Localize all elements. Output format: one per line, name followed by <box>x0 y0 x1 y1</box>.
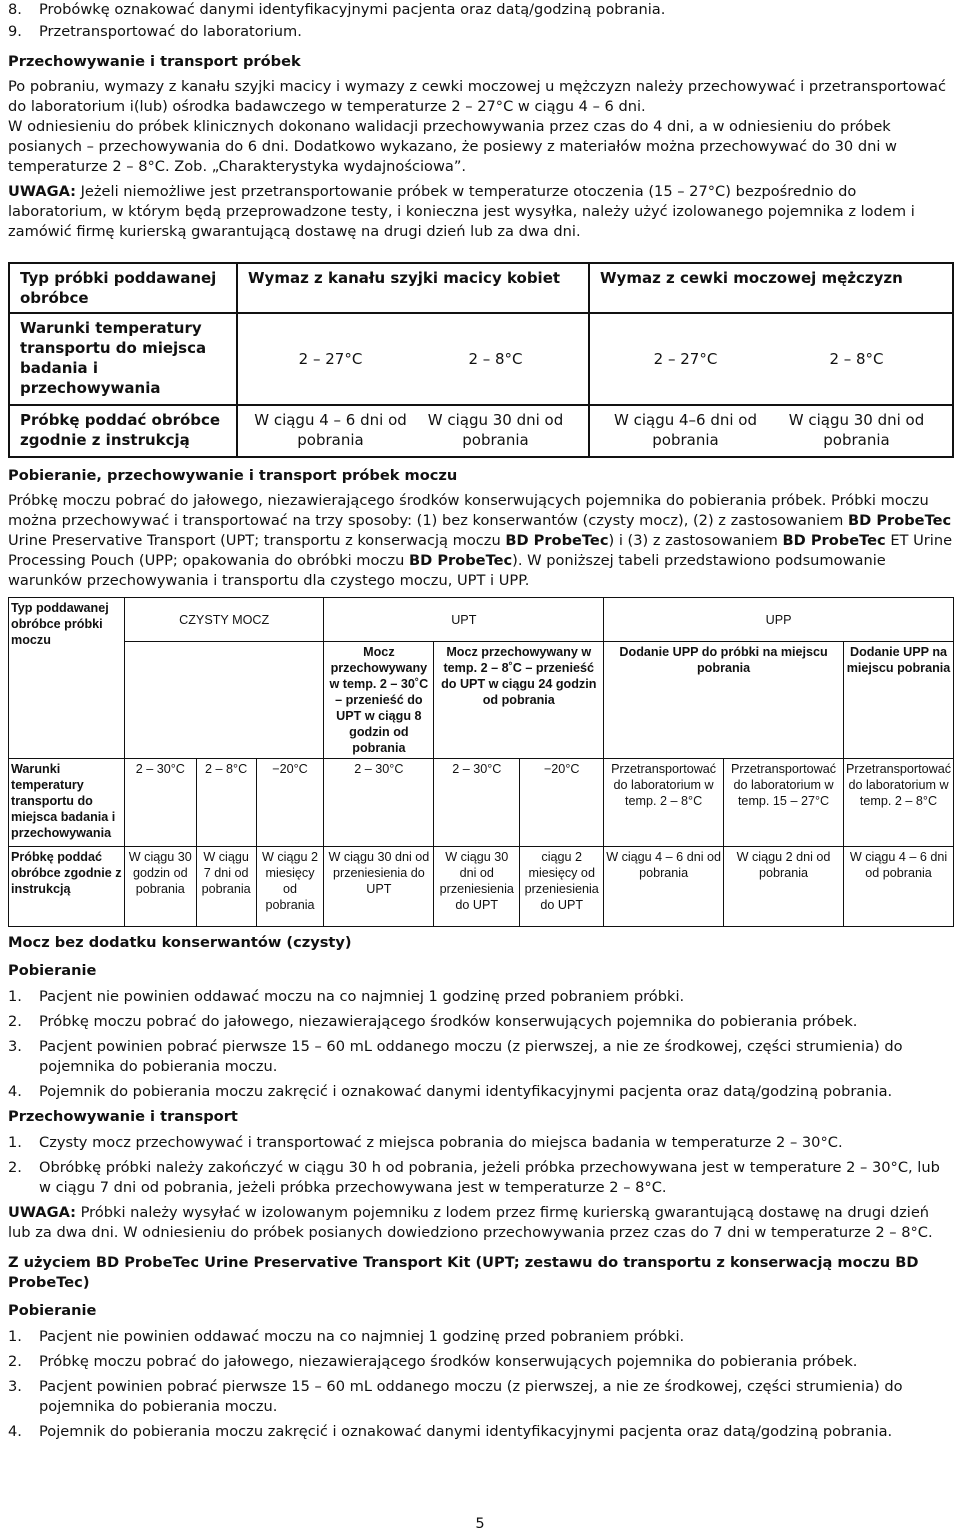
document-page <box>8 0 954 1447</box>
table-cell: W ciągu 2 dni od pobrania <box>724 847 844 927</box>
table-cell: CZYSTY MOCZ <box>124 598 324 642</box>
table-cell: Przetransportować do laboratorium w temp. 2 – 8°C <box>844 759 954 847</box>
list-item: 9. Przetransportować do laboratorium. <box>8 23 302 40</box>
list-item: 1. Czysty mocz przechowywać i transportować z miejsca pobrania do miejsca badania w temperaturze 2 – 30°C. <box>8 1134 843 1151</box>
list-item: 2. Próbkę moczu pobrać do jałowego, niezawierającego środków konserwujących pojemnika do pobierania próbek. <box>8 1353 858 1370</box>
list-item: 2. Obróbkę próbki należy zakończyć w ciągu 30 h od pobrania, jeżeli próbka przechowywana jest w temperature 2 – 30°C, lub w ciągu 7 dni od pobrania, jeżeli próbka przechowywana jest w temperaturze 2 – 8°C. <box>8 1159 940 1196</box>
table-cell: 2 – 30°C <box>324 759 434 847</box>
upt-collection-steps-list <box>8 1327 954 1442</box>
note-label: UWAGA: <box>8 183 76 200</box>
section-heading: Z użyciem BD ProbeTec Urine Preservative Transport Kit (UPT; zestawu do transportu z konserwacją moczu BD ProbeTec) <box>8 1254 919 1291</box>
table-cell: Przetransportować do laboratorium w temp. 15 – 27°C <box>724 759 844 847</box>
swab-storage-table <box>8 262 954 458</box>
table-cell: UPP <box>604 598 954 642</box>
table-cell: Mocz przechowywany w temp. 2 – 8˚C – przenieść do UPT w ciągu 24 godzin od pobrania <box>434 642 604 759</box>
list-item: 1. Pacjent nie powinien oddawać moczu na co najmniej 1 godzinę przed pobraniem próbki. <box>8 1328 685 1345</box>
table-cell: Mocz przechowywany w temp. 2 – 30˚C – przenieść do UPT w ciągu 8 godzin od pobrania <box>324 642 434 759</box>
table-cell: 2 – 30°C <box>434 759 520 847</box>
table-cell: Warunki temperatury transportu do miejsca badania i przechowywania <box>9 313 237 405</box>
list-item: 3. Pacjent powinien pobrać pierwsze 15 – 60 mL oddanego moczu (z pierwszej, a nie ze środkowej, części strumienia) do pojemnika do pobierania moczu. <box>8 1378 903 1415</box>
list-item: 3. Pacjent powinien pobrać pierwsze 15 – 60 mL oddanego moczu (z pierwszej, a nie ze środkowej, części strumienia) do pojemnika do pobierania moczu. <box>8 1038 903 1075</box>
subsection-heading: Przechowywanie i transport <box>8 1108 238 1125</box>
urine-storage-table <box>8 597 954 927</box>
paragraph: W odniesieniu do próbek klinicznych dokonano walidacji przechowywania przez czas do 4 dni, a w odniesieniu do próbek posianych – przechowywania do 6 dni. Dodatkowo wykazano, że posiewy z materiałów można przechowywać do 30 dni w temperaturze 2 – 8°C. Zob. „Charakterystyka wydajnościowa”. <box>8 118 897 175</box>
collection-steps-list <box>8 987 954 1102</box>
table-cell: 2 – 8°C <box>196 759 256 847</box>
table-cell: Próbkę poddać obróbce zgodnie z instrukcją <box>9 847 125 927</box>
table-cell: W ciągu 30 godzin od pobrania <box>124 847 196 927</box>
list-item: 1. Pacjent nie powinien oddawać moczu na co najmniej 1 godzinę przed pobraniem próbki. <box>8 988 685 1005</box>
table-cell: 2 – 27°C 2 – 8°C <box>589 313 953 405</box>
table-cell: W ciągu 7 dni od pobrania <box>196 847 256 927</box>
section-heading: Pobieranie, przechowywanie i transport próbek moczu <box>8 467 458 484</box>
list-item: 2. Próbkę moczu pobrać do jałowego, niezawierającego środków konserwujących pojemnika do pobierania próbek. <box>8 1013 858 1030</box>
paragraph: Po pobraniu, wymazy z kanału szyjki macicy i wymazy z cewki moczowej u mężczyzn należy przechowywać i przetransportować do laboratorium i(lub) ośrodka badawczego w temperaturze 2 – 27°C w ciągu 4 – 6 dni. <box>8 78 947 115</box>
table-cell: 2 – 30°C <box>124 759 196 847</box>
table-cell: W ciągu 30 dni od przeniesienia do UPT <box>434 847 520 927</box>
table-cell: Wymaz z kanału szyjki macicy kobiet <box>237 263 589 313</box>
section-heading: Przechowywanie i transport próbek <box>8 53 301 70</box>
table-cell: UPT <box>324 598 604 642</box>
table-cell: Dodanie UPP na miejscu pobrania <box>844 642 954 759</box>
table-cell: W ciągu 30 dni od przeniesienia do UPT <box>324 847 434 927</box>
subsection-heading: Pobieranie <box>8 962 97 979</box>
list-item: 4. Pojemnik do pobierania moczu zakręcić i oznakować danymi identyfikacyjnymi pacjenta oraz datą/godziną pobrania. <box>8 1423 893 1440</box>
table-cell: ciągu 2 miesięcy od przeniesienia do UPT <box>520 847 604 927</box>
table-cell: Wymaz z cewki moczowej mężczyzn <box>589 263 953 313</box>
table-cell: W ciągu 4 – 6 dni od pobrania W ciągu 30 dni od pobrania <box>237 405 589 457</box>
note-paragraph: UWAGA: Próbki należy wysyłać w izolowanym pojemniku z lodem przez firmę kurierską gwarantującą dostawę na drugi dzień lub za dwa dni. W odniesieniu do próbek posianych dowiedziono przechowywania przez czas do 7 dni w temperaturze 2 – 8°C. <box>8 1204 933 1241</box>
page-number: 5 <box>475 1515 485 1532</box>
top-steps-list <box>8 0 954 42</box>
paragraph: Próbkę moczu pobrać do jałowego, niezawierającego środków konserwujących pojemnika do pobierania próbek. Próbki moczu można przechowywać i transportować na trzy sposoby: (1) bez konserwantów (czysty mocz), (2) z zastosowaniem BD ProbeTec Urine Preservative Transport (UPT; transportu z konserwacją moczu BD ProbeTec) i (3) z zastosowaniem BD ProbeTec ET Urine Processing Pouch (UPP; opakowania do obróbki moczu BD ProbeTec). W poniższej tabeli przedstawiono podsumowanie warunków przechowywania i transportu dla czystego moczu, UPT i UPP. <box>8 492 953 589</box>
note-paragraph: UWAGA: Jeżeli niemożliwe jest przetransportowanie próbek w temperaturze otoczenia (15 – 27°C) bezpośrednio do laboratorium, w którym będą przeprowadzone testy, i konieczna jest wysyłka, należy użyć izolowanego pojemnika z lodem i zamówić firmę kurierską gwarantującą dostawę na drugi dzień lub za dwa dni. <box>8 183 915 240</box>
section-heading: Mocz bez dodatku konserwantów (czysty) <box>8 934 352 951</box>
table-cell: W ciągu 4 – 6 dni od pobrania <box>604 847 724 927</box>
table-cell: W ciągu 2 miesięcy od pobrania <box>256 847 324 927</box>
storage-steps-list <box>8 1133 954 1198</box>
list-item: 4. Pojemnik do pobierania moczu zakręcić i oznakować danymi identyfikacyjnymi pacjenta oraz datą/godziną pobrania. <box>8 1083 893 1100</box>
list-item: 8. Probówkę oznakować danymi identyfikacyjnymi pacjenta oraz datą/godziną pobrania. <box>8 1 666 18</box>
table-cell: Dodanie UPP do próbki na miejscu pobrania <box>604 642 844 759</box>
table-cell: −20°C <box>520 759 604 847</box>
table-cell: Próbkę poddać obróbce zgodnie z instrukcją <box>9 405 237 457</box>
table-cell: 2 – 27°C 2 – 8°C <box>237 313 589 405</box>
table-cell: W ciągu 4–6 dni od pobrania W ciągu 30 dni od pobrania <box>589 405 953 457</box>
table-cell <box>124 642 324 759</box>
table-cell: Typ poddawanej obróbce próbki moczu <box>9 598 125 759</box>
table-cell: Przetransportować do laboratorium w temp. 2 – 8°C <box>604 759 724 847</box>
table-cell: Typ próbki poddawanej obróbce <box>9 263 237 313</box>
subsection-heading: Pobieranie <box>8 1302 97 1319</box>
table-cell: W ciągu 4 – 6 dni od pobrania <box>844 847 954 927</box>
table-cell: Warunki temperatury transportu do miejsca badania i przechowywania <box>9 759 125 847</box>
note-label: UWAGA: <box>8 1204 76 1221</box>
table-cell: −20°C <box>256 759 324 847</box>
